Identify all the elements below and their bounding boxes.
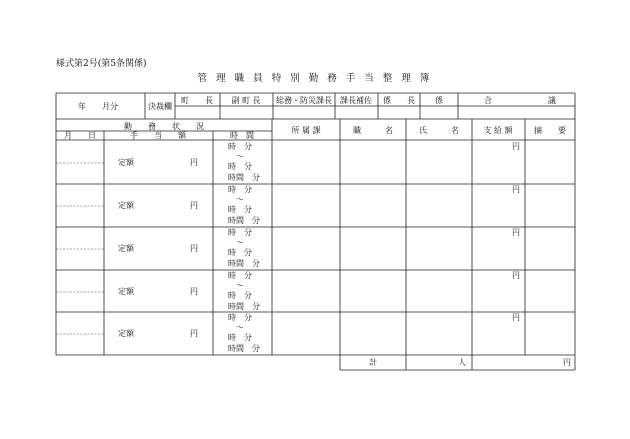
total-label: 計: [369, 358, 377, 367]
approver-deputy-mayor: 副 町 長: [231, 96, 261, 105]
row-start-time: 時 分: [228, 185, 252, 194]
row-duration: 時間 分: [228, 216, 260, 225]
row-tilde: 〜: [236, 152, 244, 161]
date-header: 月 日: [64, 131, 96, 140]
payment-header: 支 給 額: [483, 126, 513, 135]
allowance-header: 手 当 額: [130, 131, 186, 140]
approval-label: 決裁欄: [148, 102, 172, 111]
row-fixed-amount-label: 定額: [118, 244, 134, 253]
year-month-label: 年 月分: [78, 102, 118, 111]
row-end-time: 時 分: [228, 333, 252, 342]
row-yen-unit: 円: [190, 158, 198, 167]
form-title: 管 理 職 員 特 別 勤 務 手 当 整 理 簿: [197, 73, 433, 84]
form-number: 様式第2号(第5条関係): [56, 59, 147, 69]
row-tilde: 〜: [236, 323, 244, 332]
department-header: 所 属 課: [291, 126, 321, 135]
row-tilde: 〜: [236, 238, 244, 247]
remarks-header: 摘 要: [534, 126, 566, 135]
row-start-time: 時 分: [228, 271, 252, 280]
row-tilde: 〜: [236, 281, 244, 290]
row-duration: 時間 分: [228, 259, 260, 268]
row-fixed-amount-label: 定額: [118, 287, 134, 296]
people-unit: 人: [458, 358, 466, 367]
row-fixed-amount-label: 定額: [118, 329, 134, 338]
approver-assistant-chief: 課長補佐: [340, 96, 372, 105]
row-end-time: 時 分: [228, 248, 252, 257]
approver-section-head: 係 長: [383, 96, 415, 105]
row-duration: 時間 分: [228, 344, 260, 353]
row-payment-yen: 円: [512, 185, 520, 194]
row-yen-unit: 円: [190, 287, 198, 296]
row-start-time: 時 分: [228, 313, 252, 322]
approver-staff: 係: [435, 96, 443, 105]
row-duration: 時間 分: [228, 302, 260, 311]
row-payment-yen: 円: [512, 142, 520, 151]
row-duration: 時間 分: [228, 173, 260, 182]
row-payment-yen: 円: [512, 228, 520, 237]
time-header: 時 間: [230, 131, 254, 140]
row-end-time: 時 分: [228, 205, 252, 214]
approver-general-affairs-chief: 総務・防災課長: [276, 96, 332, 105]
row-payment-yen: 円: [512, 313, 520, 322]
position-header: 職 名: [353, 126, 393, 135]
work-status-header: 勤 務 状 況: [124, 122, 204, 131]
row-end-time: 時 分: [228, 291, 252, 300]
row-fixed-amount-label: 定額: [118, 158, 134, 167]
row-yen-unit: 円: [190, 201, 198, 210]
row-yen-unit: 円: [190, 329, 198, 338]
total-yen-unit: 円: [563, 358, 571, 367]
row-end-time: 時 分: [228, 162, 252, 171]
row-fixed-amount-label: 定額: [118, 201, 134, 210]
row-start-time: 時 分: [228, 228, 252, 237]
approver-consultation: 合 議: [484, 96, 556, 105]
row-payment-yen: 円: [512, 271, 520, 280]
approver-town-mayor: 町 長: [181, 96, 213, 105]
name-header: 氏 名: [419, 126, 459, 135]
row-yen-unit: 円: [190, 244, 198, 253]
row-tilde: 〜: [236, 195, 244, 204]
row-start-time: 時 分: [228, 142, 252, 151]
